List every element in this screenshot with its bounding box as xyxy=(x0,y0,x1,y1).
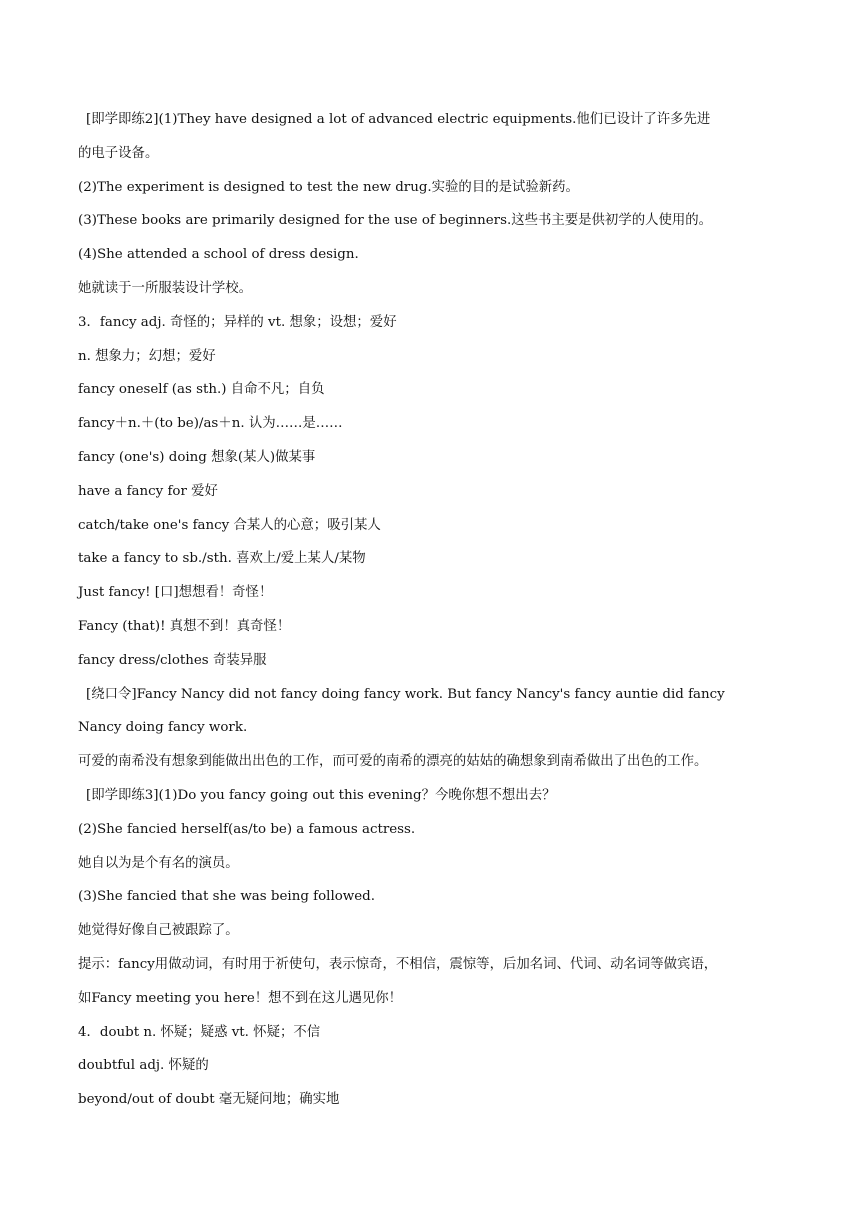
text-line: fancy dress/clothes 奇装异服 xyxy=(78,652,267,668)
text-line: have a fancy for 爱好 xyxy=(78,483,218,499)
text-line: catch/take one's fancy 合某人的心意；吸引某人 xyxy=(78,517,381,533)
text-line: [绕口令]Fancy Nancy did not fancy doing fancy work. But fancy Nancy's fancy auntie did fancy xyxy=(86,686,725,702)
text-line: [即学即练2](1)They have designed a lot of advanced electric equipments.他们已设计了许多先进 xyxy=(86,112,711,127)
text-line: (4)She attended a school of dress design. xyxy=(78,247,359,263)
text-line: (3)She fancied that she was being followed. xyxy=(78,889,376,905)
text-line: 她觉得好像自己被跟踪了。 xyxy=(78,923,239,939)
text-line: n. 想象力；幻想；爱好 xyxy=(78,348,216,364)
text-line: (3)These books are primarily designed for the use of beginners.这些书主要是供初学的人使用的。 xyxy=(78,213,713,229)
text-line: 她就读于一所服装设计学校。 xyxy=(78,280,253,296)
text-line: Fancy (that)! 真想不到！真奇怪！ xyxy=(78,618,291,634)
section-heading: 3．fancy adj. 奇怪的；异样的 vt. 想象；设想；爱好 xyxy=(78,314,397,330)
text-line: 的电子设备。 xyxy=(78,145,159,161)
text-line: 如Fancy meeting you here！想不到在这儿遇见你！ xyxy=(78,990,403,1006)
text-line: 提示：fancy用做动词，有时用于祈使句，表示惊奇，不相信，震惊等，后加名词、代词、动名词等做宾语， xyxy=(78,956,718,972)
text-line: 可爱的南希没有想象到能做出出色的工作，而可爱的南希的漂亮的姑姑的确想象到南希做出了出色的工作。 xyxy=(78,754,708,770)
text-line: fancy oneself (as sth.) 自命不凡；自负 xyxy=(78,382,325,398)
text-line: (2)The experiment is designed to test the new drug.实验的目的是试验新药。 xyxy=(78,179,579,195)
text-line: doubtful adj. 怀疑的 xyxy=(78,1058,209,1074)
text-line: take a fancy to sb./sth. 喜欢上/爱上某人/某物 xyxy=(78,551,366,567)
section-heading: 4．doubt n. 怀疑；疑惑 vt. 怀疑；不信 xyxy=(78,1024,321,1040)
text-line: Nancy doing fancy work. xyxy=(78,720,248,736)
text-line: Just fancy! [口]想想看！奇怪！ xyxy=(78,585,273,601)
text-line: [即学即练3](1)Do you fancy going out this evening？今晚你想不想出去？ xyxy=(86,787,556,803)
document-body xyxy=(78,103,790,1117)
text-line: fancy (one's) doing 想象(某人)做某事 xyxy=(78,449,316,465)
text-line: fancy＋n.＋(to be)/as＋n. 认为……是…… xyxy=(78,416,343,432)
text-line: (2)She fancied herself(as/to be) a famous actress. xyxy=(78,821,416,837)
text-line: beyond/out of doubt 毫无疑问地；确实地 xyxy=(78,1092,340,1108)
text-line: 她自以为是个有名的演员。 xyxy=(78,855,239,871)
